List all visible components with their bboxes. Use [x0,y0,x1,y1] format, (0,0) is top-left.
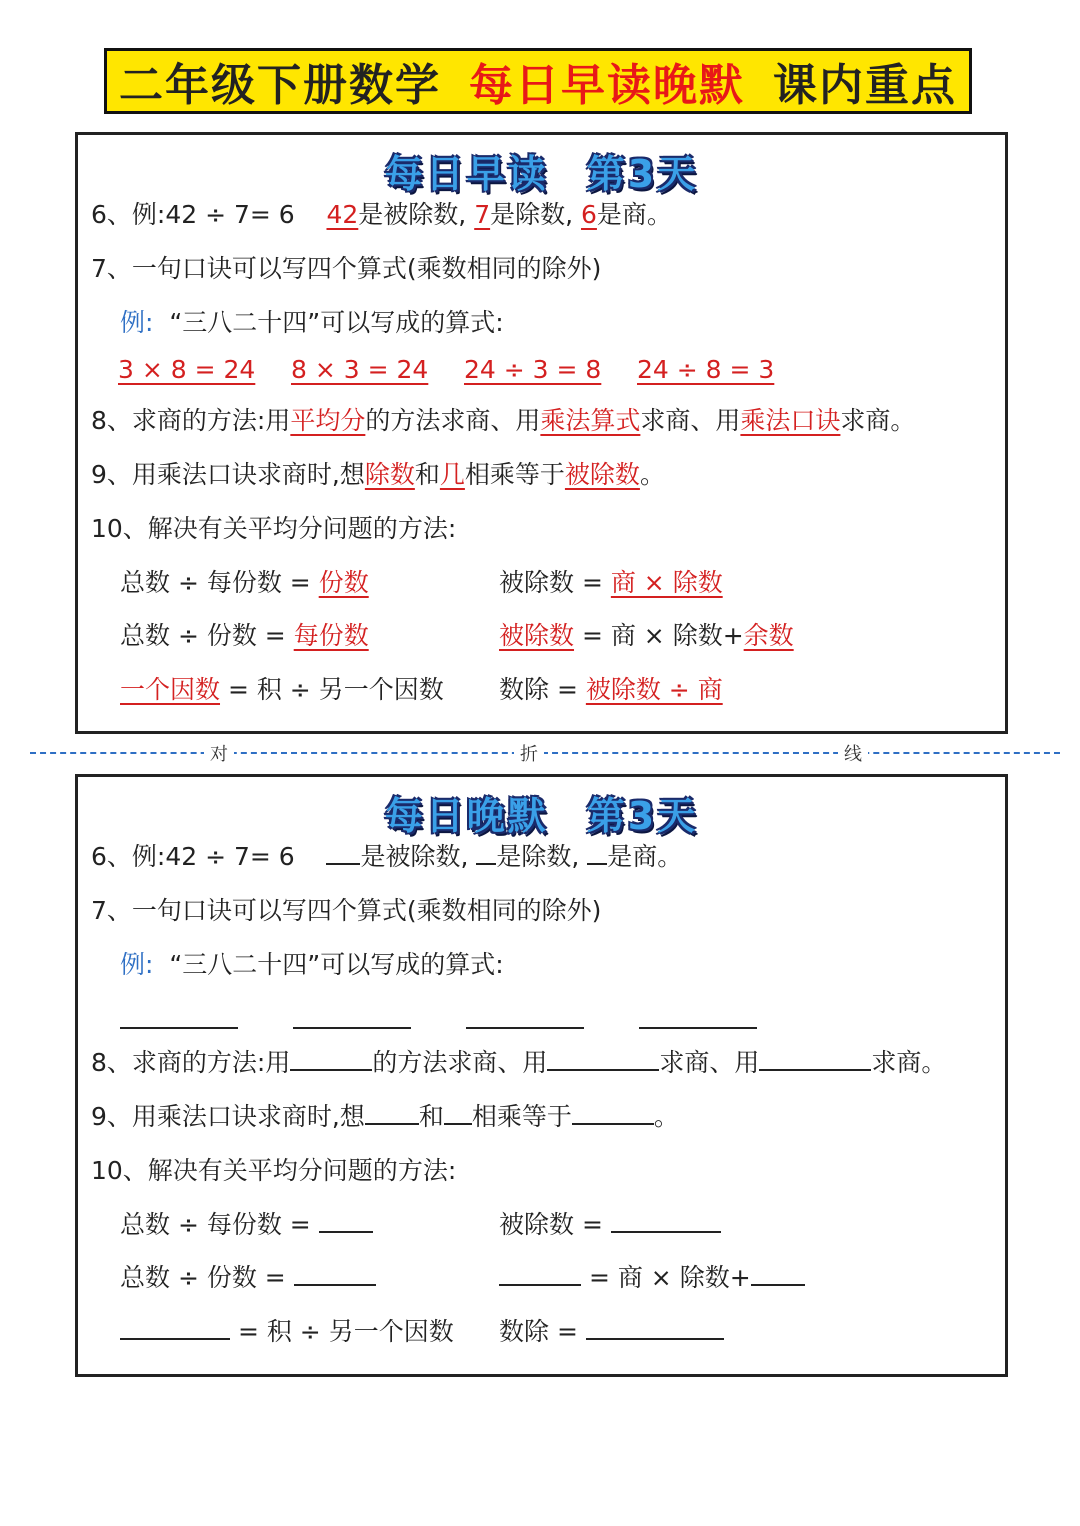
title-key-points: 课内重点 [773,60,957,111]
morning-title-main: 每日早读 [384,152,549,196]
blank-rule-3-left[interactable] [120,1316,230,1340]
example-line: 例: “三八二十四”可以写成的算式: [120,308,504,337]
morning-reading-box [75,132,1008,734]
blank-rule-2-right-a[interactable] [499,1262,581,1286]
rule-1-left-blank: 总数 ÷ 每份数 = [120,1205,373,1241]
blank-rule-3-right[interactable] [586,1316,724,1340]
blank-formula-1[interactable] [120,1027,238,1029]
answer-dividend: 42 [326,200,359,229]
evening-title [78,785,1005,840]
blank-method-3[interactable] [759,1047,871,1071]
example-label: 例: [120,308,154,337]
fold-label-2: 折 [514,740,544,766]
formula-4: 24 ÷ 8 = 3 [637,355,775,384]
item-6-blank: 6、例:42 ÷ 7= 6 是被除数, 是除数, 是商。 [91,842,683,871]
rule-1-left: 总数 ÷ 每份数 = 份数 [120,568,369,597]
blank-rule-2-right-b[interactable] [751,1262,805,1286]
blank-think-3[interactable] [572,1101,654,1125]
item-8: 8、求商的方法:用平均分的方法求商、用乘法算式求商、用乘法口诀求商。 [91,406,916,435]
blank-rule-1-left[interactable] [319,1209,373,1233]
rule-2-left-blank: 总数 ÷ 份数 = [120,1258,376,1294]
fold-line [30,752,1060,756]
title-highlight: 每日早读晚默 [469,60,745,111]
fold-label-1: 对 [204,740,234,766]
blank-formula-4[interactable] [639,1027,757,1029]
morning-title-day: 第3天 [586,152,699,196]
rule-1-right: 被除数 = 商 × 除数 [499,568,723,597]
rule-2-right-blank: = 商 × 除数+ [499,1258,805,1294]
morning-title [78,143,1005,198]
formula-1: 3 × 8 = 24 [118,355,256,384]
answer-quotient: 6 [581,200,597,229]
item-10-blank: 10、解决有关平均分问题的方法: [91,1156,457,1185]
rule-3-left-blank: = 积 ÷ 另一个因数 [120,1312,454,1348]
blank-think-1[interactable] [365,1101,419,1125]
blank-think-2[interactable] [444,1101,472,1125]
blank-rule-1-right[interactable] [611,1209,721,1233]
item-7-blank: 7、一句口诀可以写四个算式(乘数相同的除外) [91,896,602,925]
blank-formula-3[interactable] [466,1027,584,1029]
example-line-blank: 例: “三八二十四”可以写成的算式: [120,950,504,979]
item-6: 6、例:42 ÷ 7= 6 42是被除数, 7是除数, 6是商。 [91,200,672,229]
blank-quotient[interactable] [587,841,607,865]
blank-rule-2-left[interactable] [294,1262,376,1286]
blank-dividend[interactable] [326,841,360,865]
rule-3-right-blank: 数除 = [499,1312,724,1348]
answer-divisor: 7 [474,200,491,229]
rule-2-right: 被除数 = 商 × 除数+余数 [499,621,794,650]
blank-method-2[interactable] [547,1047,659,1071]
item-9: 9、用乘法口诀求商时,想除数和几相乘等于被除数。 [91,460,665,489]
rule-2-left: 总数 ÷ 份数 = 每份数 [120,621,369,650]
title-grade: 二年级下册数学 [119,60,441,111]
blank-divisor[interactable] [476,841,496,865]
formula-3: 24 ÷ 3 = 8 [464,355,602,384]
blank-method-1[interactable] [290,1047,372,1071]
evening-title-day: 第3天 [586,794,699,838]
item-10: 10、解决有关平均分问题的方法: [91,514,457,543]
item-7: 7、一句口诀可以写四个算式(乘数相同的除外) [91,254,602,283]
page-title-banner [104,48,972,114]
item-9-blank: 9、用乘法口诀求商时,想 和 相乘等于 。 [91,1102,679,1131]
rule-3-left: 一个因数 = 积 ÷ 另一个因数 [120,675,444,704]
blank-formula-2[interactable] [293,1027,411,1029]
rule-1-right-blank: 被除数 = [499,1205,721,1241]
evening-title-main: 每日晚默 [384,794,549,838]
evening-dictation-box [75,774,1008,1377]
fold-label-3: 线 [838,740,868,766]
rule-3-right: 数除 = 被除数 ÷ 商 [499,675,723,704]
formula-2: 8 × 3 = 24 [291,355,429,384]
item-8-blank: 8、求商的方法:用 的方法求商、用 求商、用 求商。 [91,1048,947,1077]
